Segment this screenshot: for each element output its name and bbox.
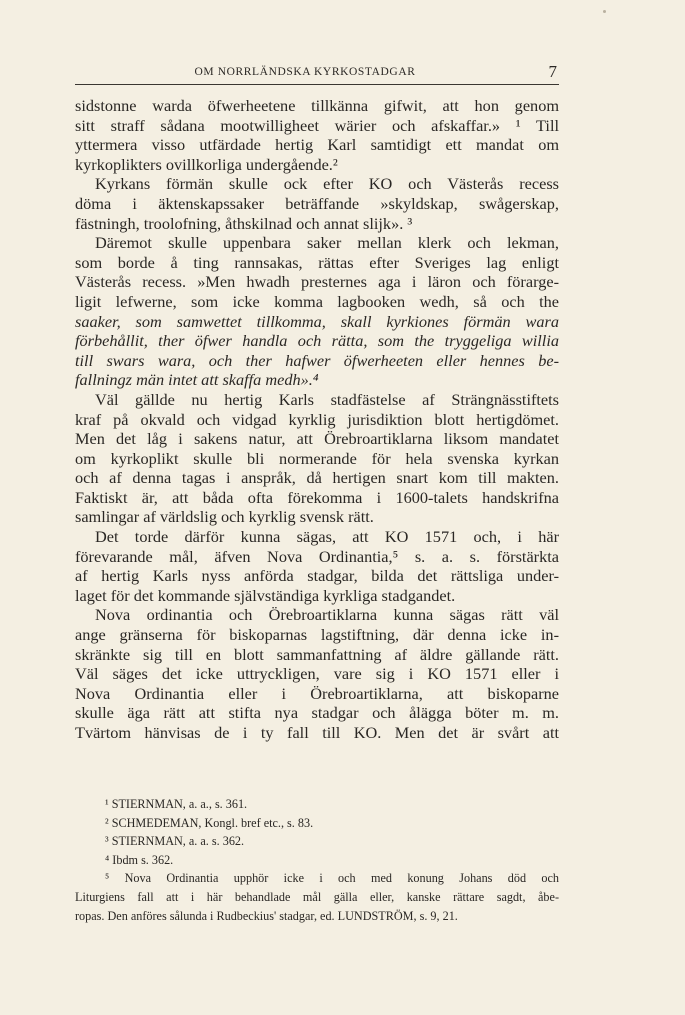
page-header <box>75 64 559 85</box>
text-line: Väl säges det icke uttryckligen, vare sig i KO 1571 eller i <box>75 664 559 684</box>
text-line: Men det låg i sakens natur, att Örebroartiklarna liksom mandatet <box>75 429 559 449</box>
text-line: ligit lefwerne, som icke komma lagbooken wedh, så och the <box>75 291 559 311</box>
text-line: om kyrkoplikt skulle bli normerande för hela svenska kyrkan <box>75 448 559 468</box>
text-line: Faktiskt är, att båda ofta förekomma i 1600-talets handskrifna <box>75 487 559 507</box>
page-number: 7 <box>548 62 557 81</box>
footnote: ¹ STIERNMAN, a. a., s. 361. <box>105 797 248 811</box>
text-line: kraf på okvald och vidgad kyrklig jurisdiktion blott hertigdömet. <box>75 409 559 429</box>
text-line: förevarande mål, äfven Nova Ordinantia,⁵ s. a. s. förstärkta <box>75 546 559 566</box>
footnote: ⁴ Ibdm s. 362. <box>105 852 174 867</box>
footnote: ⁵ Nova Ordinantia upphör icke i och med konung Johans död och <box>105 871 559 886</box>
footnotes <box>75 795 559 925</box>
text-line: fästningh, troolofning, åthskilnad och annat slijk». ³ <box>75 213 413 233</box>
text-line: ange gränserna för biskoparnas lagstiftning, där denna icke in- <box>75 625 559 645</box>
text-line: Tvärtom hänvisas de i ty fall till KO. Men det är svårt att <box>75 723 559 742</box>
text-line: laget för det kommande självständiga kyrkliga stadgandet. <box>75 585 456 605</box>
text-line: kyrkoplikters ovillkorliga undergående.² <box>75 154 338 174</box>
text-line: af hertig Karls nyss anförda stadgar, bilda det rättsliga under- <box>75 566 559 586</box>
text-line: Kyrkans förmän skulle ock efter KO och Västerås recess <box>95 174 559 194</box>
text-line: Västerås recess. »Men hwadh presternes aga i läron och förarge- <box>75 272 559 292</box>
text-line: som borde å ting rannsakas, rättas efter Sveriges lag enligt <box>75 252 559 272</box>
text-line: skulle äga rätt att stifta nya stadgar och ålägga böter m. m. <box>75 703 559 723</box>
text-line: döma i äktenskapssaker beträffande »skyldskap, swågerskap, <box>75 193 559 213</box>
text-line: samlingar af världslig och kyrklig svensk rätt. <box>75 507 374 527</box>
text-line: Nova Ordinantia eller i Örebroartiklarna, att biskoparne <box>75 683 559 703</box>
text-line: förbehållit, ther öfwer handla och rätta, som the tryggeliga willia <box>75 331 559 351</box>
text-line: sidstonne warda öfwerheetene tillkänna gifwit, att hon genom <box>75 96 559 115</box>
body-text <box>75 96 559 743</box>
footnote: ² SCHMEDEMAN, Kongl. bref etc., s. 83. <box>105 815 314 830</box>
footnote: Liturgiens fall att i här behandlade mål gälla eller, kanske rättare sagdt, åbe- <box>75 889 559 904</box>
text-line: Nova ordinantia och Örebroartiklarna kunna sägas rätt väl <box>95 605 559 625</box>
text-line: Det torde därför kunna sägas, att KO 1571 och, i här <box>95 527 559 547</box>
text-line: och af denna tagas i anspråk, då hertigen snart kom till makten. <box>75 468 559 488</box>
running-title: OM NORRLÄNDSKA KYRKOSTADGAR <box>194 66 416 78</box>
text-line: fallningz män intet att skaffa medh».⁴ <box>75 370 319 390</box>
text-line: till swars wara, och ther hafwer öfwerheeten eller hennes be- <box>75 350 559 370</box>
text-line: skränkte sig till en blott sammanfattning af äldre gällande rätt. <box>75 644 559 664</box>
footnote: ropas. Den anföres sålunda i Rudbeckius' stadgar, ed. LUNDSTRÖM, s. 9, 21. <box>75 908 458 923</box>
text-line: Däremot skulle uppenbara saker mellan klerk och lekman, <box>95 233 559 253</box>
text-line: sitt straff sådana mootwilligheet wärier och afskaffar.» ¹ Till <box>75 115 559 135</box>
text-line: Väl gällde nu hertig Karls stadfästelse af Strängnässtiftets <box>95 389 559 409</box>
footnote: ³ STIERNMAN, a. a. s. 362. <box>105 834 245 849</box>
paper-speck <box>603 10 606 13</box>
text-line: yttermera visso utfärdade hertig Karl samtidigt ett mandat om <box>75 135 559 155</box>
text-line: saaker, som samwettet tillkomma, skall kyrkiones förmän wara <box>75 311 559 331</box>
